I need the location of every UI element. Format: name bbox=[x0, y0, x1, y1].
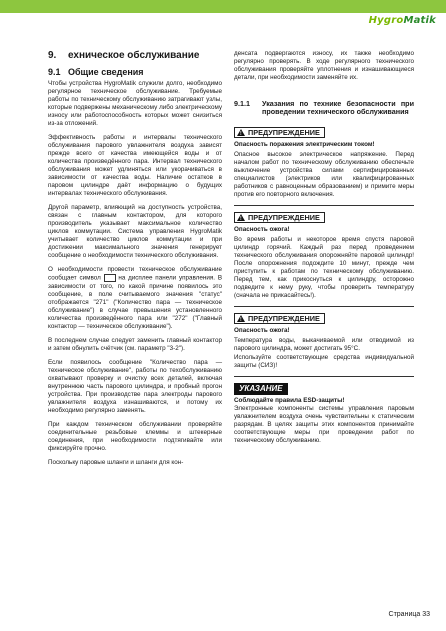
note-text: Электронные компоненты системы управления паровым увлажнителем воздуха очень чувствительны к статическим разрядам. В целях защиты этих компонентов принимайте соответствующие меры при проведении работ по техническому обслуживанию. bbox=[234, 404, 414, 444]
warning-title: Опасность поражения электрическим током! bbox=[234, 140, 375, 148]
subsection-heading: 9.1 Общие сведения bbox=[48, 67, 144, 77]
warning-text: Температура воды, выкачиваемой или отводимой из парового цилиндра, может достигать 95°C. bbox=[234, 336, 414, 352]
paragraph: Эффективность работы и интервалы технического обслуживания парового увлажнителя воздуха зависят прежде всего от качества имеющейся воды и от количества произведённого пара. Интервал технического обслуживания может удлиняться или укорачиваться в зависимости от качества воды. Наличие остатков в паровом цилиндре даёт информацию о будущих интервалах технического обслуживания. bbox=[48, 134, 222, 197]
page-number: Страница 33 bbox=[388, 611, 430, 618]
paragraph: О необходимости провести техническое обслуживание сообщает символ на дисплее панели управления. В зависимости от того, по какой причине появилось это сообщение, в поле считываемого значения "статус" отображается "271" ("Количество пара — техническое обслуживание") в случае превышения установленного количества произведённого пара или "272" ("Главный контактор — техническое обслуживание"). bbox=[48, 266, 223, 330]
divider bbox=[234, 205, 414, 206]
maintenance-symbol-icon bbox=[104, 274, 116, 282]
paragraph: Если появилось сообщение "Количество пара — техническое обслуживание", работы по техобслуживанию охватывают проверку и очистку всех деталей, включая внутреннюю часть парового цилиндра, и пробный прогон устройства. При производстве пара электроды парового увлажнителя воздуха изнашиваются, и потому их необходимо регулярно заменять. bbox=[48, 358, 222, 414]
divider bbox=[234, 306, 414, 307]
paragraph: В последнем случае следует заменить главный контактор и затем обнулить счётчик (см. параметр "3-2"). bbox=[48, 336, 222, 352]
subsubsection-heading: 9.1.1 Указания по технике безопасности при проведении технического обслуживания bbox=[234, 99, 414, 117]
paragraph: Чтобы устройства HygroMatik служили долго, необходимо регулярное техническое обслуживание. Требуемые работы по техническому обслуживанию затрагивают узлы, которые подвержены механическому либо электрическому износу или работоспособность которых может снизиться из-за отложений. bbox=[48, 80, 222, 127]
left-column bbox=[48, 50, 222, 473]
paragraph: Поскольку паровые шланги и шланги для кон- bbox=[48, 458, 184, 466]
note-label: УКАЗАНИЕ bbox=[234, 383, 288, 395]
warning-triangle-icon bbox=[237, 129, 245, 136]
divider bbox=[234, 376, 414, 377]
paragraph: денсата подвергаются износу, их также необходимо регулярно проверять. В ходе регулярного технического обслуживания проверяйте уплотнения и изнашивающиеся детали, при необходимости заменяйте их. bbox=[234, 50, 414, 81]
warning-triangle-icon bbox=[237, 315, 245, 322]
warning-block bbox=[234, 313, 414, 370]
warning-label: ! ПРЕДУПРЕЖДЕНИЕ bbox=[234, 127, 325, 138]
section-heading: 9. ехническое обслуживание bbox=[48, 50, 200, 61]
warning-triangle-icon bbox=[237, 214, 245, 221]
paragraph: При каждом техническом обслуживании проверяйте соединительные резьбовые клеммы и штекерные соединения, при необходимости подтягивайте или фиксируйте прочно. bbox=[48, 420, 222, 452]
warning-label: ! ПРЕДУПРЕЖДЕНИЕ bbox=[234, 212, 325, 223]
warning-text: Опасное высокое электрическое напряжение. Перед началом работ по техническому обслуживанию обеспечьте выключение устройства силами сертифицированных специалистов (электриков или квалифицированных работников с равноценным образованием) и примите меры против его повторного включения. bbox=[234, 150, 414, 198]
note-title: Соблюдайте правила ESD-защиты! bbox=[234, 396, 345, 404]
warning-text: Используйте соответствующие средства индивидуальной защиты (СИЗ)! bbox=[234, 353, 414, 369]
warning-label: ! ПРЕДУПРЕЖДЕНИЕ bbox=[234, 313, 325, 324]
warning-text: Во время работы и некоторое время спустя паровой цилиндр горячий. Каждый раз перед проведением технического обслуживания опорожняйте паровой цилиндр! После опорожнения подождите 10 минут, прежде чем приступить к работам по техническому обслуживанию. Перед тем, как прикоснуться к цилиндру, осторожно подведите к нему руку, чтобы проверить температуру (сначала не прикасайтесь!). bbox=[234, 235, 414, 299]
note-block bbox=[234, 383, 414, 445]
warning-title: Опасность ожога! bbox=[234, 225, 290, 233]
paragraph: Другой параметр, влияющий на доступность устройства, связан с главным контактором, для которого производитель указывает максимальное количество циклов коммутации. Система управления HygroMatik учитывает количество циклов коммутации и при достижении максимального значения генерирует сообщение о необходимости технического обслуживания. bbox=[48, 204, 222, 259]
warning-block bbox=[234, 212, 414, 300]
right-column bbox=[234, 50, 414, 451]
warning-title: Опасность ожога! bbox=[234, 326, 290, 334]
header-bar bbox=[0, 0, 446, 13]
hygromatik-logo: HygroMatik bbox=[368, 15, 436, 26]
warning-block bbox=[234, 127, 414, 199]
